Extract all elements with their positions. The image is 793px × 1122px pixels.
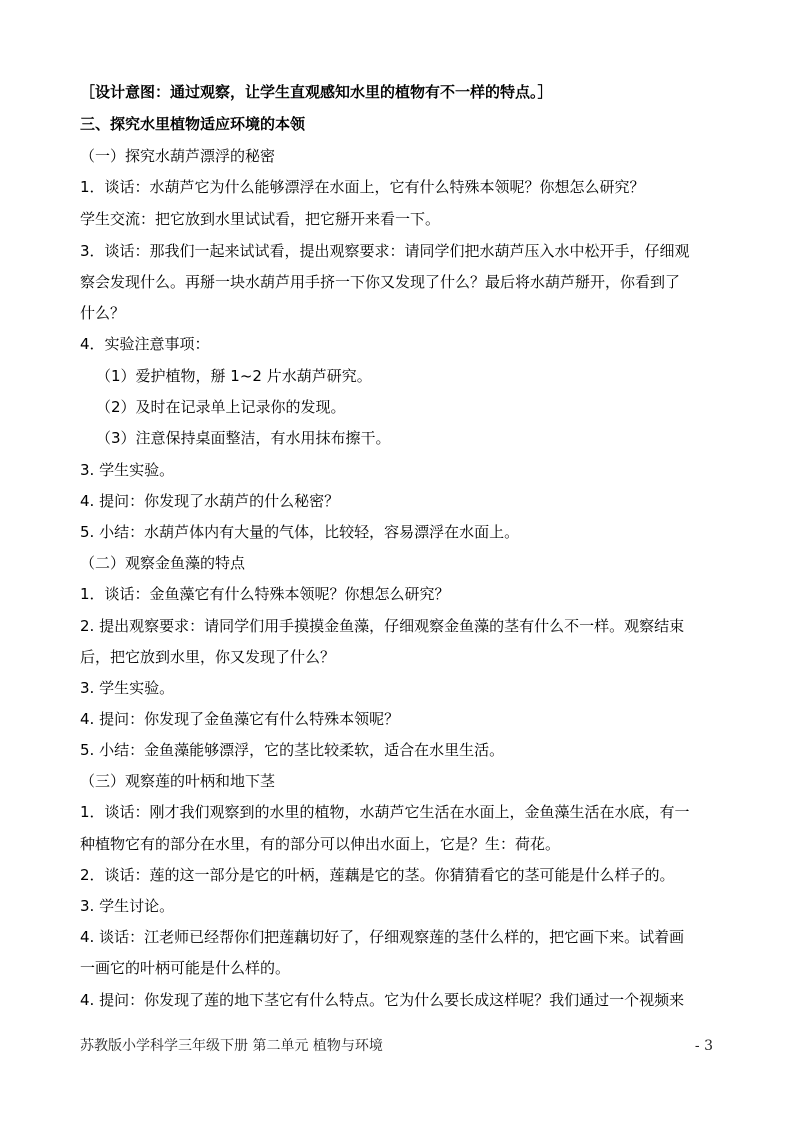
paragraph-line: 3. 学生实验。 xyxy=(80,461,175,479)
subsection-heading: （二）观察金鱼藻的特点 xyxy=(80,554,246,572)
paragraph-line: 3. 学生讨论。 xyxy=(80,897,175,915)
list-item: （1）爱护植物，掰 1~2 片水葫芦研究。 xyxy=(96,367,372,385)
paragraph-line: 一画它的叶柄可能是什么样的。 xyxy=(80,959,291,977)
paragraph-line: 学生交流：把它放到水里试试看，把它掰开来看一下。 xyxy=(80,210,441,228)
subsection-heading: （三）观察莲的叶柄和地下茎 xyxy=(80,772,276,790)
list-item: （2）及时在记录单上记录你的发现。 xyxy=(96,398,346,416)
paragraph-line: 1．谈话：金鱼藻它有什么特殊本领呢？你想怎么研究？ xyxy=(80,585,450,603)
paragraph-line: 察会发现什么。再掰一块水葫芦用手挤一下你又发现了什么？最后将水葫芦掰开，你看到了 xyxy=(80,273,681,291)
paragraph-line: 4. 提问：你发现了金鱼藻它有什么特殊本领呢？ xyxy=(80,710,400,728)
paragraph-line: 3．谈话：那我们一起来试试看，提出观察要求：请同学们把水葫芦压入水中松开手，仔细观 xyxy=(80,242,690,260)
list-item: （3）注意保持桌面整洁，有水用抹布擦干。 xyxy=(96,429,391,447)
subsection-heading: （一）探究水葫芦漂浮的秘密 xyxy=(80,147,276,165)
design-intent-note: ［设计意图：通过观察，让学生直观感知水里的植物有不一样的特点。］ xyxy=(80,83,553,101)
paragraph-line: 种植物它有的部分在水里，有的部分可以伸出水面上，它是？生：荷花。 xyxy=(80,835,561,853)
paragraph-line: 3. 学生实验。 xyxy=(80,679,175,697)
paragraph-line: 什么？ xyxy=(80,304,126,322)
paragraph-line: 2．谈话：莲的这一部分是它的叶柄，莲藕是它的茎。你猜猜看它的茎可能是什么样子的。 xyxy=(80,866,675,884)
footer-book-info: 苏教版小学科学三年级下册 第二单元 植物与环境 xyxy=(80,1038,383,1054)
page-number: - 3 xyxy=(694,1038,713,1054)
paragraph-line: 1．谈话：水葫芦它为什么能够漂浮在水面上，它有什么特殊本领呢？你想怎么研究？ xyxy=(80,178,645,196)
paragraph-line: 1．谈话：刚才我们观察到的水里的植物，水葫芦它生活在水面上，金鱼藻生活在水底，有一 xyxy=(80,803,690,821)
paragraph-line: 4．实验注意事项： xyxy=(80,335,210,353)
paragraph-line: 后，把它放到水里，你又发现了什么？ xyxy=(80,648,336,666)
paragraph-line: 5. 小结：水葫芦体内有大量的气体，比较轻，容易漂浮在水面上。 xyxy=(80,523,520,541)
paragraph-line: 2. 提出观察要求：请同学们用手摸摸金鱼藻，仔细观察金鱼藻的茎有什么不一样。观察结束 xyxy=(80,617,685,635)
paragraph-line: 4. 提问：你发现了莲的地下茎它有什么特点。它为什么要长成这样呢？我们通过一个视频来 xyxy=(80,991,685,1009)
section-heading: 三、探究水里植物适应环境的本领 xyxy=(80,115,306,133)
paragraph-line: 5. 小结：金鱼藻能够漂浮，它的茎比较柔软，适合在水里生活。 xyxy=(80,741,505,759)
paragraph-line: 4. 提问：你发现了水葫芦的什么秘密？ xyxy=(80,492,340,510)
paragraph-line: 4. 谈话：江老师已经帮你们把莲藕切好了，仔细观察莲的茎什么样的，把它画下来。试着画 xyxy=(80,928,685,946)
